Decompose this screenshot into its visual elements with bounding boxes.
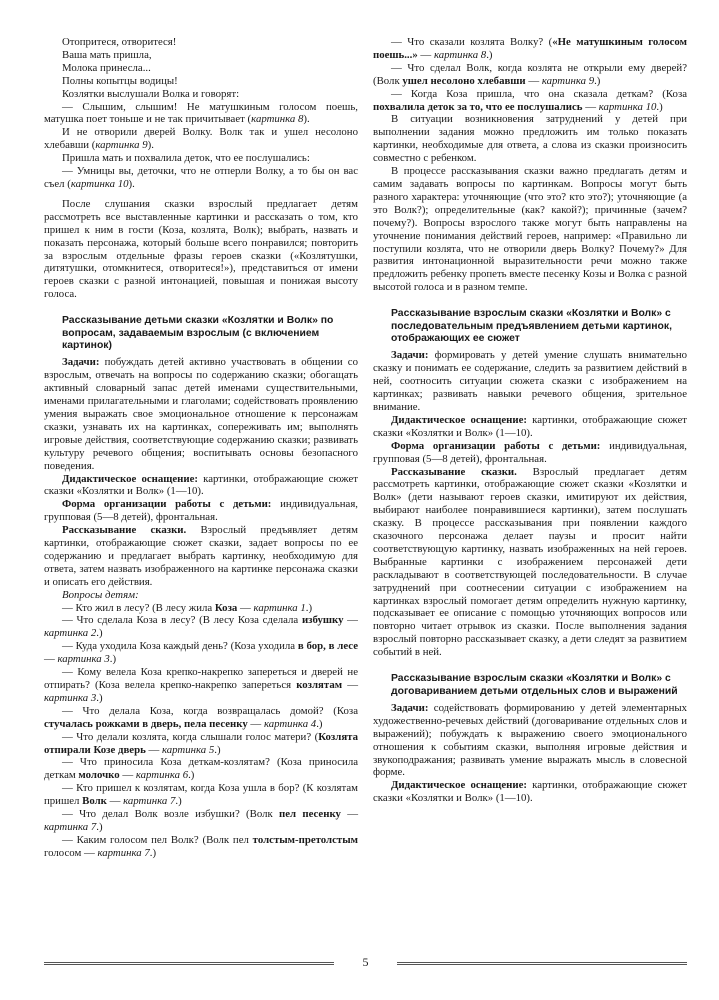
didactic-paragraph: Дидактическое оснащение: картинки, отображающие сюжет сказки «Козлятки и Волк» (1—10). xyxy=(44,472,359,498)
section-heading: Рассказывание взрослым сказки «Козлятки и Волк» с последовательным предъявлением детьми картинок, отображающих ее сюжет xyxy=(391,308,672,344)
didactic-paragraph: Дидактическое оснащение: картинки, отображающие сюжет сказки «Козлятки и Волк» (1—10). xyxy=(373,779,688,805)
question-item: — Кто пришел к козлятам, когда Коза ушла в бор? (К козлятам пришел Волк — картинка 7.) xyxy=(44,782,358,808)
page-number: 5 xyxy=(362,955,369,969)
question-item: — Кто жил в лесу? (В лесу жила Коза — картинка 1.) xyxy=(62,601,313,614)
telling-paragraph: Рассказывание сказки. Взрослый предлагает детям рассмотреть картинки, отображающие сюжет сказки «Козлятки и Волк» (дети называют героев сказки, имитируют их действия, выбирают наиболее понравившиеся картинки), затем послушать сказку. В процессе рассказывания при появлении каждого сказочного персонажа делает паузы и просит найти соответствующую картинку, назвать изображенных на ней героев. Выбранные картинки с изображением персонажей дети раскладывают в соответствующей последовательности. В случае затруднений при соотнесении ситуации с изображением на картинках взрослый помогает детям определить нужную картинку, подсказывает ее описание с помощью уточняющих вопросов или повторно читает отрывок из сказки. После выполнения задания взрослый повторно рассказывает сказку, а дети следят за развитием событий в ней. xyxy=(373,465,687,659)
tasks-paragraph: Задачи: побуждать детей активно участвовать в общении со взрослым, отвечать на вопросы по содержанию сказки; обогащать активный словарный запас детей именами существительными, именами прилагательными и глаголами; содействовать проявлению умения выражать свое эмоциональное отношение к персонажам сказки, узнавать их на картинках, сопереживать им; выполнять игровые действия, соответствующие содержанию сказки; развивать культуру речевого общения; воспитывать основы безопасного поведения. xyxy=(44,356,358,472)
story-paragraph: И не отворили дверей Волку. Волк так и ушел несолоно хлебавши (картинка 9). xyxy=(44,126,358,152)
poem-line: Козлятки выслушали Волка и говорят: xyxy=(62,87,240,100)
left-column xyxy=(44,36,358,860)
question-item: — Когда Коза пришла, что она сказала деткам? (Коза похвалила деток за то, что ее послушались — картинка 10.) xyxy=(373,87,687,113)
tasks-paragraph: Задачи: содействовать формированию у детей элементарных художественно-речевых действий (договаривание отдельных слов и выражений); побуждать к выражению своего эмоционального отношения к событиям сказки, выполняя игровые действия и звукоподражания; развивать умение выражать мысль в словесной форме. xyxy=(373,701,687,779)
poem-line: Ваша мать пришла, xyxy=(62,48,152,61)
difficulty-paragraph: В ситуации возникновения затруднений у детей при выполнении задания можно предложить им только показать картинки, необходимые для ответа, а слова из сказки произносить совместно с ребенком. xyxy=(373,113,687,165)
tasks-paragraph: Задачи: формировать у детей умение слушать внимательно сказку и понимать ее содержание, следить за развитием действий в ней, соотносить ситуации сюжета сказки с изображением на картинках; развивать навыки речевого общения, зрительное внимание. xyxy=(373,349,687,413)
section-heading: Рассказывание взрослым сказки «Козлятки и Волк» с договариванием детьми отдельных слов и выражений xyxy=(391,673,678,697)
question-item: — Каким голосом пел Волк? (Волк пел толстым-претолстым голосом — картинка 7.) xyxy=(44,833,358,859)
right-column xyxy=(373,36,687,805)
page-footer xyxy=(44,957,687,969)
question-item: — Что сделала Коза в лесу? (В лесу Коза сделала избушку — картинка 2.) xyxy=(44,614,358,640)
intro-paragraph: После слушания сказки взрослый предлагает детям рассмотреть все выставленные картинки и рассказать о том, кто пришел к ним в гости (Коза, козлята, Волк); выбрать, назвать и показать персонажа, который больше всего понравился; повторить за взрослым отдельные фразы героев сказки («Козлятушки, дитятушки, отомкнитеся, отворитеся!»), представиться от имени героев сказки с разной интонацией, повышая и понижая высоту голоса. xyxy=(44,197,358,301)
poem-line: Отопритеся, отворитеся! xyxy=(62,36,177,48)
question-item: — Что делали козлята, когда слышали голос матери? (Козлята отпирали Козе дверь — картинка 5.) xyxy=(44,730,358,756)
question-item: — Что сказали козлята Волку? («Не матушкиным голосом поешь...» — картинка 8.) xyxy=(373,36,687,61)
section-heading: Рассказывание детьми сказки «Козлятки и Волк» по вопросам, задаваемым взрослым (с включением картинок) xyxy=(62,315,334,351)
form-paragraph: Форма организации работы с детьми: индивидуальная, групповая (5—8 детей), фронтальная. xyxy=(373,439,687,465)
footer-rule-right xyxy=(397,962,687,965)
question-item: — Что сделал Волк, когда козлята не открыли ему дверей? (Волк ушел несолоно хлебавши — картинка 9.) xyxy=(373,61,687,87)
story-paragraph: — Умницы вы, деточки, что не отперли Волку, а то бы он вас съел (картинка 10). xyxy=(44,165,358,190)
didactic-paragraph: Дидактическое оснащение: картинки, отображающие сюжет сказки «Козлятки и Волк» (1—10). xyxy=(373,413,688,439)
question-item: — Что делала Коза, когда возвращалась домой? (Коза стучалась рожками в дверь, пела песенку — картинка 4.) xyxy=(44,704,358,730)
question-item: — Кому велела Коза крепко-накрепко запереться и дверей не отпирать? (Коза велела крепко-накрепко запереться козлятам — картинка 3.) xyxy=(44,666,358,704)
process-paragraph: В процессе рассказывания сказки важно предлагать детям и самим задавать вопросы по картинкам. Вопросы могут быть разного характера: уточняющие (что это? кто это?); уточняющие (а это Волк?); определительные (как? какой?); причинные (зачем? почему?). Вопросы взрослого также могут быть направлены на уточнение понимания действий героев, например: «Правильно ли поступили козлята, что не отворили дверь Волку? Почему?» Для развития интонационной выразительности речи можно также предложить ребенку пропеть вместе песенку Козы и Волка с разной высотой голоса и в разном темпе. xyxy=(373,165,687,294)
telling-paragraph: Рассказывание сказки. Взрослый предъявляет детям картинки, отображающие сюжет сказки, задает вопросы по ее содержанию и предлагает выбрать картинку, необходимую для ответа, затем назвать изображенного на картинке персонажа сказки и описать его действия. xyxy=(44,524,358,588)
story-paragraph: Пришла мать и похвалила деток, что ее послушались: xyxy=(62,152,310,165)
question-item: — Что приносила Коза деткам-козлятам? (Коза приносила деткам молочко — картинка 6.) xyxy=(44,756,358,782)
form-paragraph: Форма организации работы с детьми: индивидуальная, групповая (5—8 детей), фронтальная. xyxy=(44,498,358,524)
poem-line: Молока принесла... xyxy=(62,61,151,74)
story-paragraph: — Слышим, слышим! Не матушкиным голосом поешь, матушка поет тоньше и не так причитывает (картинка 8). xyxy=(44,100,358,126)
question-item: — Куда уходила Коза каждый день? (Коза уходила в бор, в лесе — картинка 3.) xyxy=(44,640,358,666)
poem-line: Полны копытцы водицы! xyxy=(62,74,178,87)
questions-label: Вопросы детям: xyxy=(62,588,139,601)
question-item: — Что делал Волк возле избушки? (Волк пел песенку — картинка 7.) xyxy=(44,808,358,833)
